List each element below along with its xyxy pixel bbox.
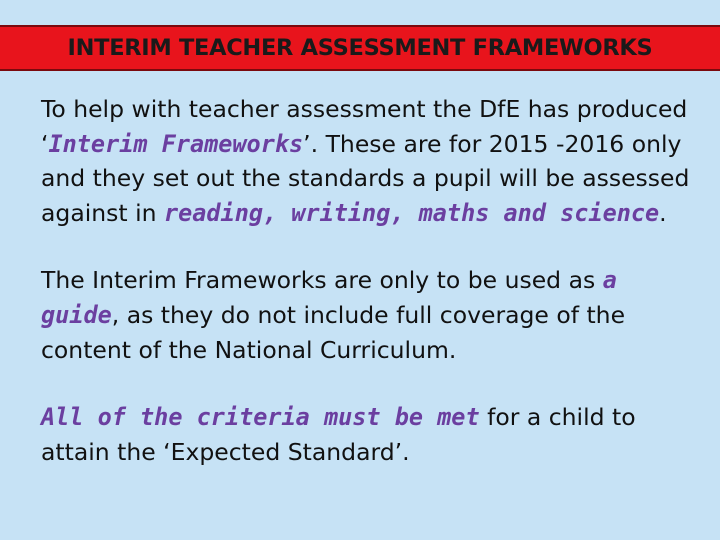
slide-title: INTERIM TEACHER ASSESSMENT FRAMEWORKS — [67, 35, 653, 61]
paragraph-criteria-text: for a child to attain the ‘Expected Standard’. — [41, 403, 636, 466]
slide-body — [41, 92, 701, 502]
paragraph-intro-end: . — [659, 198, 667, 227]
paragraph-guide-text: The Interim Frameworks are only to be used as — [41, 266, 603, 295]
paragraph-guide — [41, 263, 701, 367]
paragraph-intro-text-2: ’. These are for 2015 -2016 only and they set out the standards a pupil will be assessed against in — [41, 129, 690, 227]
paragraph-intro-text: To help with teacher assessment the DfE has produced ‘ — [41, 95, 688, 158]
paragraph-intro — [41, 92, 701, 230]
title-banner — [0, 25, 720, 71]
paragraph-criteria — [41, 400, 701, 469]
emphasis-criteria: All of the criteria must be met — [41, 403, 480, 432]
emphasis-a-guide: a guide — [41, 266, 617, 329]
emphasis-subjects: reading, writing, maths and science — [163, 198, 660, 227]
paragraph-guide-text-2: , as they do not include full coverage of the content of the National Curriculum. — [41, 300, 626, 364]
emphasis-interim-frameworks: Interim Frameworks — [48, 129, 304, 158]
